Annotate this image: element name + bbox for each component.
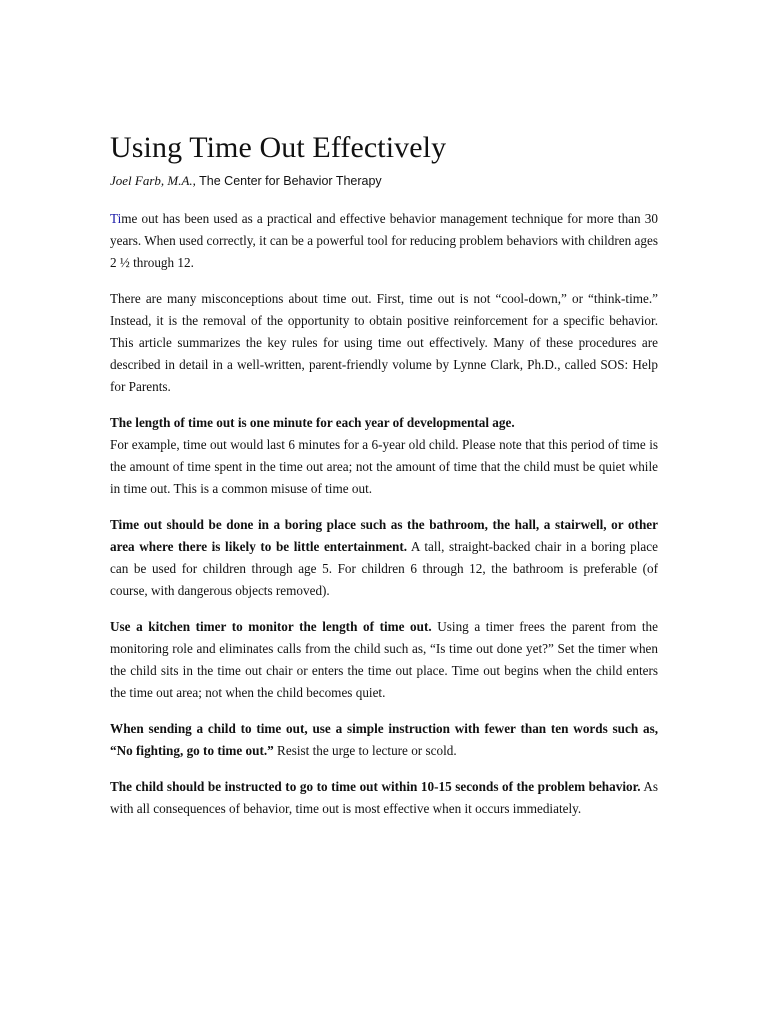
rule-4-paragraph: [110, 718, 658, 762]
rule-3-heading: Use a kitchen timer to monitor the length of time out.: [110, 619, 432, 634]
rule-1-body: For example, time out would last 6 minutes for a 6-year old child. Please note that this period of time is the amount of time spent in the time out area; not the amount of time that the child must be quiet while in time out. This is a common misuse of time out.: [110, 437, 658, 496]
intro-lead: Ti: [110, 211, 122, 226]
intro-paragraph: [110, 208, 658, 274]
rule-3-paragraph: [110, 616, 658, 704]
rule-5-paragraph: [110, 776, 658, 820]
byline: [110, 172, 658, 190]
organization-name: The Center for Behavior Therapy: [199, 174, 382, 188]
document-page: [110, 128, 658, 820]
rule-4-heading: When sending a child to time out, use a simple instruction with fewer than ten words such as, “No fighting, go to time out.”: [110, 721, 658, 758]
author-name: Joel Farb, M.A.,: [110, 173, 196, 188]
intro-text: me out has been used as a practical and effective behavior management technique for more than 30 years. When used correctly, it can be a powerful tool for reducing problem behaviors with children ages 2 ½ through 12.: [110, 211, 658, 270]
misconceptions-paragraph: There are many misconceptions about time out. First, time out is not “cool-down,” or “think-time.” Instead, it is the removal of the opportunity to obtain positive reinforcement for a specific behavior. This article summarizes the key rules for using time out effectively. Many of these procedures are described in detail in a well-written, parent-friendly volume by Lynne Clark, Ph.D., called SOS: Help for Parents.: [110, 291, 658, 394]
rule-1-paragraph: [110, 412, 658, 500]
rule-5-body: As with all consequences of behavior, time out is most effective when it occurs immediately.: [110, 779, 658, 816]
document-title: Using Time Out Effectively: [110, 131, 447, 164]
rule-2-paragraph: [110, 514, 658, 602]
rule-2-body: A tall, straight-backed chair in a boring place can be used for children through age 5. For children 6 through 12, the bathroom is preferable (of course, with dangerous objects removed).: [110, 539, 658, 598]
rule-4-body: Resist the urge to lecture or scold.: [273, 743, 457, 758]
rule-5-heading: The child should be instructed to go to time out within 10-15 seconds of the problem behavior.: [110, 779, 641, 794]
rule-3-body: Using a timer frees the parent from the monitoring role and eliminates calls from the child such as, “Is time out done yet?” Set the timer when the child sits in the time out chair or enters the time out place. Time out begins when the child enters the time out area; not when the child becomes quiet.: [110, 619, 658, 700]
rule-1-heading: The length of time out is one minute for each year of developmental age.: [110, 415, 515, 430]
rule-2-heading: Time out should be done in a boring place such as the bathroom, the hall, a stairwell, or other area where there is likely to be little entertainment.: [110, 517, 658, 554]
